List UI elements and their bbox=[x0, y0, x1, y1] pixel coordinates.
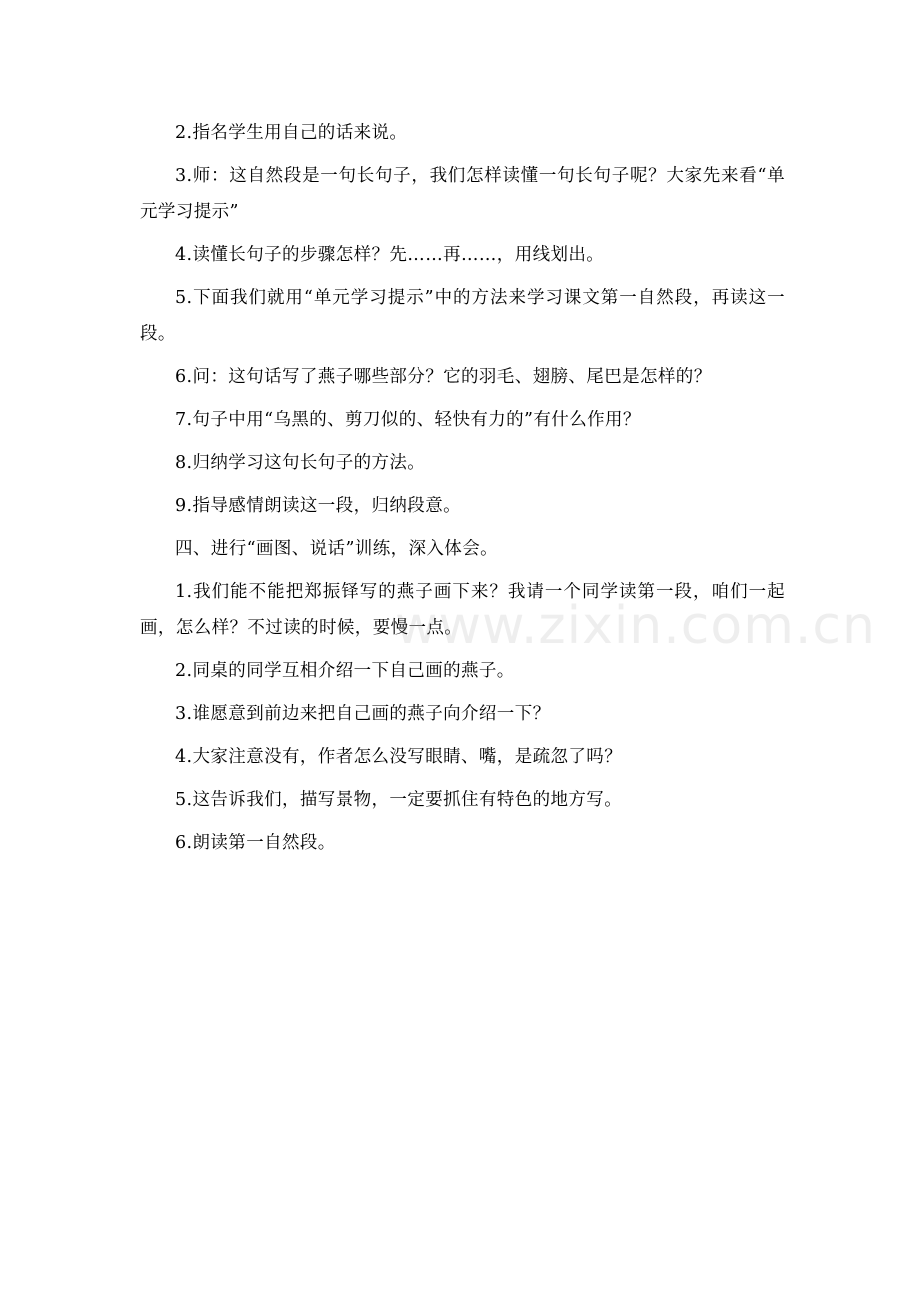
paragraph: 5.这告诉我们，描写景物，一定要抓住有特色的地方写。 bbox=[175, 790, 623, 810]
paragraph: 3.谁愿意到前边来把自己画的燕子向介绍一下？ bbox=[175, 704, 551, 724]
paragraph: 6.朗读第一自然段。 bbox=[175, 833, 336, 853]
watermark: www.zixin.com.cn bbox=[395, 596, 876, 656]
document-body bbox=[140, 115, 785, 868]
paragraph: 8.归纳学习这句长句子的方法。 bbox=[175, 453, 426, 473]
paragraph: 1.我们能不能把郑振铎写的燕子画下来？我请一个同学读第一段，咱们一起画，怎么样？不过读的时候，要慢一点。 bbox=[140, 582, 785, 638]
paragraph: 5.下面我们就用“单元学习提示”中的方法来学习课文第一自然段，再读这一段。 bbox=[140, 288, 785, 344]
paragraph: 4.大家注意没有，作者怎么没写眼睛、嘴，是疏忽了吗？ bbox=[175, 747, 623, 767]
paragraph: 6.问：这句话写了燕子哪些部分？它的羽毛、翅膀、尾巴是怎样的？ bbox=[175, 367, 712, 387]
paragraph: 2.指名学生用自己的话来说。 bbox=[175, 123, 408, 143]
paragraph: 3.师：这自然段是一句长句子，我们怎样读懂一句长句子呢？大家先来看“单元学习提示” bbox=[140, 166, 785, 222]
paragraph: 4.读懂长句子的步骤怎样？先……再……，用线划出。 bbox=[175, 245, 605, 265]
paragraph: 7.句子中用“乌黑的、剪刀似的、轻快有力的”有什么作用？ bbox=[175, 410, 641, 430]
paragraph: 2.同桌的同学互相介绍一下自己画的燕子。 bbox=[175, 661, 515, 681]
paragraph: 9.指导感情朗读这一段，归纳段意。 bbox=[175, 496, 461, 516]
section-heading: 四、进行“画图、说话”训练，深入体会。 bbox=[175, 539, 498, 559]
